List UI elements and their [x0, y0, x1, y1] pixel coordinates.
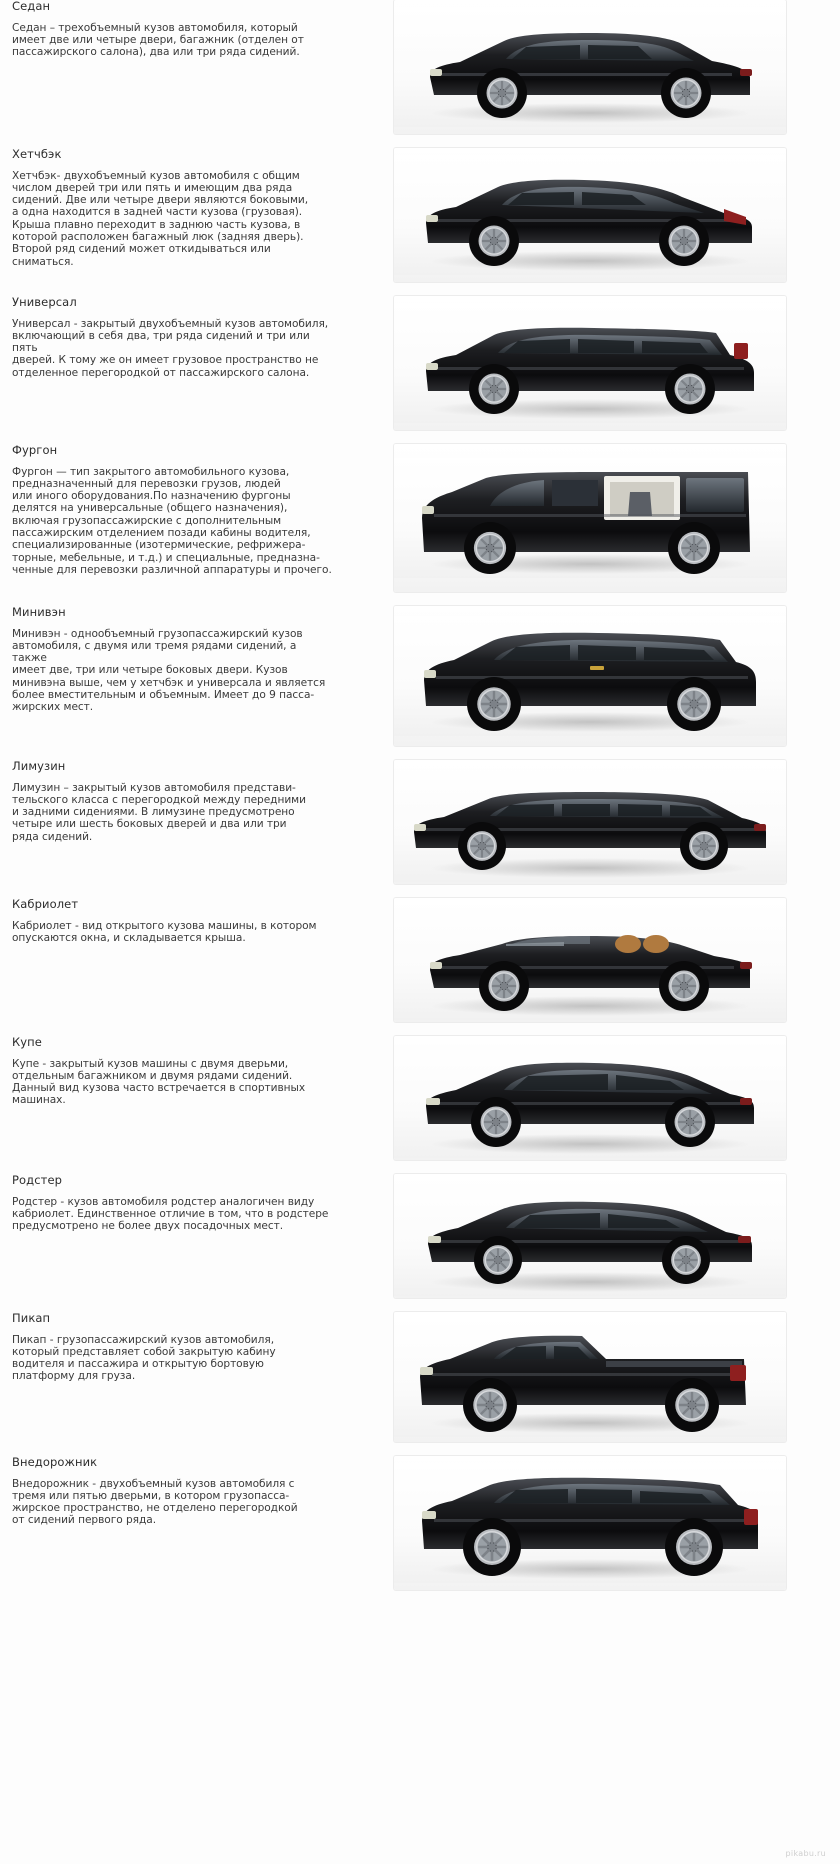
- entry-description-sedan: Седан – трехобъемный кузов автомобиля, который имеет две или четыре двери, багажник (отделен от пассажирского салона), два или три ряда сидений.: [12, 21, 304, 59]
- entry-text-coupe: [0, 1036, 340, 1107]
- entry-row-cabriolet: [0, 898, 840, 1036]
- entry-title-hatchback: Хетчбэк: [12, 147, 62, 161]
- entry-description-minivan: Минивэн - однообъемный грузопассажирский кузов автомобиля, с двумя или тремя рядами сидений, а также имеет две, три или четыре боковых двери. Кузов минивэна выше, чем у хетчбэк и универсала и является более вместительным и объемным. Имеет до 9 пасса- жирских мест.: [12, 627, 326, 714]
- entry-title-universal: Универсал: [12, 295, 77, 309]
- car-photo-limousine: [394, 760, 786, 884]
- entry-title-sedan: Седан: [12, 0, 51, 13]
- entry-description-coupe: Купе - закрытый кузов машины с двумя дверьми, отдельным багажником и двумя рядами сидений. Данный вид кузова часто встречается в спортивных машинах.: [12, 1057, 306, 1107]
- car-photo-universal: [394, 296, 786, 430]
- entry-image-wrap-sedan: [340, 0, 840, 134]
- entry-title-cabriolet: Кабриолет: [12, 897, 79, 911]
- car-photo-hatchback: [394, 148, 786, 282]
- entry-text-cabriolet: [0, 898, 340, 944]
- car-photo-furgon: [394, 444, 786, 592]
- entry-title-roadster: Родстер: [12, 1173, 63, 1187]
- car-photo-roadster: [394, 1174, 786, 1298]
- entry-image-wrap-roadster: [340, 1174, 840, 1298]
- entry-title-suv: Внедорожник: [12, 1455, 98, 1469]
- entry-text-suv: [0, 1456, 340, 1527]
- entry-title-coupe: Купе: [12, 1035, 42, 1049]
- entry-image-wrap-hatchback: [340, 148, 840, 282]
- entry-row-hatchback: [0, 148, 840, 296]
- entry-title-minivan: Минивэн: [12, 605, 66, 619]
- entry-image-wrap-coupe: [340, 1036, 840, 1160]
- car-photo-cabriolet: [394, 898, 786, 1022]
- entry-text-furgon: [0, 444, 340, 576]
- entry-text-pickup: [0, 1312, 340, 1383]
- entry-image-wrap-suv: [340, 1456, 840, 1590]
- entry-row-roadster: [0, 1174, 840, 1312]
- entry-image-wrap-universal: [340, 296, 840, 430]
- car-photo-pickup: [394, 1312, 786, 1442]
- car-photo-suv: [394, 1456, 786, 1590]
- entry-title-furgon: Фургон: [12, 443, 58, 457]
- entry-row-sedan: [0, 0, 840, 148]
- entry-title-limousine: Лимузин: [12, 759, 66, 773]
- entry-description-pickup: Пикап - грузопассажирский кузов автомобиля, который представляет собой закрытую кабину водителя и пассажира и открытую бортовую платформу для груза.: [12, 1333, 276, 1383]
- entry-row-suv: [0, 1456, 840, 1604]
- entry-description-roadster: Родстер - кузов автомобиля родстер аналогичен виду кабриолет. Единственное отличие в том, что в родстере предусмотрено не более двух посадочных мест.: [12, 1195, 329, 1233]
- entry-image-wrap-limousine: [340, 760, 840, 884]
- entry-text-limousine: [0, 760, 340, 843]
- entry-text-sedan: [0, 0, 340, 58]
- entry-description-suv: Внедорожник - двухобъемный кузов автомобиля с тремя или пятью дверьми, в котором грузопасса- жирское пространство, не отделено перегородкой от сидений первого ряда.: [12, 1477, 298, 1527]
- car-photo-coupe: [394, 1036, 786, 1160]
- entry-row-pickup: [0, 1312, 840, 1456]
- entry-image-wrap-furgon: [340, 444, 840, 592]
- entry-image-wrap-minivan: [340, 606, 840, 746]
- entry-description-limousine: Лимузин – закрытый кузов автомобиля представи- тельского класса с перегородкой между передними и задними сидениями. В лимузине предусмотрено четыре или шесть боковых дверей и два или три ряда сидений.: [12, 781, 306, 843]
- entry-title-pickup: Пикап: [12, 1311, 51, 1325]
- entry-image-wrap-cabriolet: [340, 898, 840, 1022]
- entry-description-furgon: Фургон — тип закрытого автомобильного кузова, предназначенный для перевозки грузов, людей или иного оборудования.По назначению фургоны делятся на универсальные (общего назначения), включая грузопассажирские с дополнительным пассажирским отделением позади кабины водителя, специализированные (изотермические, рефрижера- торные, мебельные, и т.д.) и специальные, предназна- ченные для перевозки различной аппаратуры и прочего.: [12, 465, 332, 576]
- watermark: pikabu.ru: [785, 1849, 826, 1858]
- entry-description-hatchback: Хетчбэк- двухобъемный кузов автомобиля с общим числом дверей три или пять и имеющим два ряда сидений. Две или четыре двери являются боковыми, а одна находится в задней части кузова (грузовая). Крыша плавно переходит в заднюю часть кузова, в которой расположен багажный люк (задняя дверь). Второй ряд сидений может откидываться или сниматься.: [12, 169, 309, 268]
- entry-description-cabriolet: Кабриолет - вид открытого кузова машины, в котором опускаются окна, и складывается крыша.: [12, 919, 317, 944]
- entry-text-universal: [0, 296, 340, 379]
- entry-row-limousine: [0, 760, 840, 898]
- entry-row-minivan: [0, 606, 840, 760]
- entry-text-roadster: [0, 1174, 340, 1232]
- entry-text-hatchback: [0, 148, 340, 268]
- entry-image-wrap-pickup: [340, 1312, 840, 1442]
- entry-text-minivan: [0, 606, 340, 714]
- entry-row-universal: [0, 296, 840, 444]
- car-photo-sedan: [394, 0, 786, 134]
- entry-description-universal: Универсал - закрытый двухобъемный кузов автомобиля, включающий в себя два, три ряда сидений и три или пять дверей. К тому же он имеет грузовое пространство не отделенное перегородкой от пассажирского салона.: [12, 317, 329, 379]
- entry-row-coupe: [0, 1036, 840, 1174]
- car-photo-minivan: [394, 606, 786, 746]
- entry-row-furgon: [0, 444, 840, 606]
